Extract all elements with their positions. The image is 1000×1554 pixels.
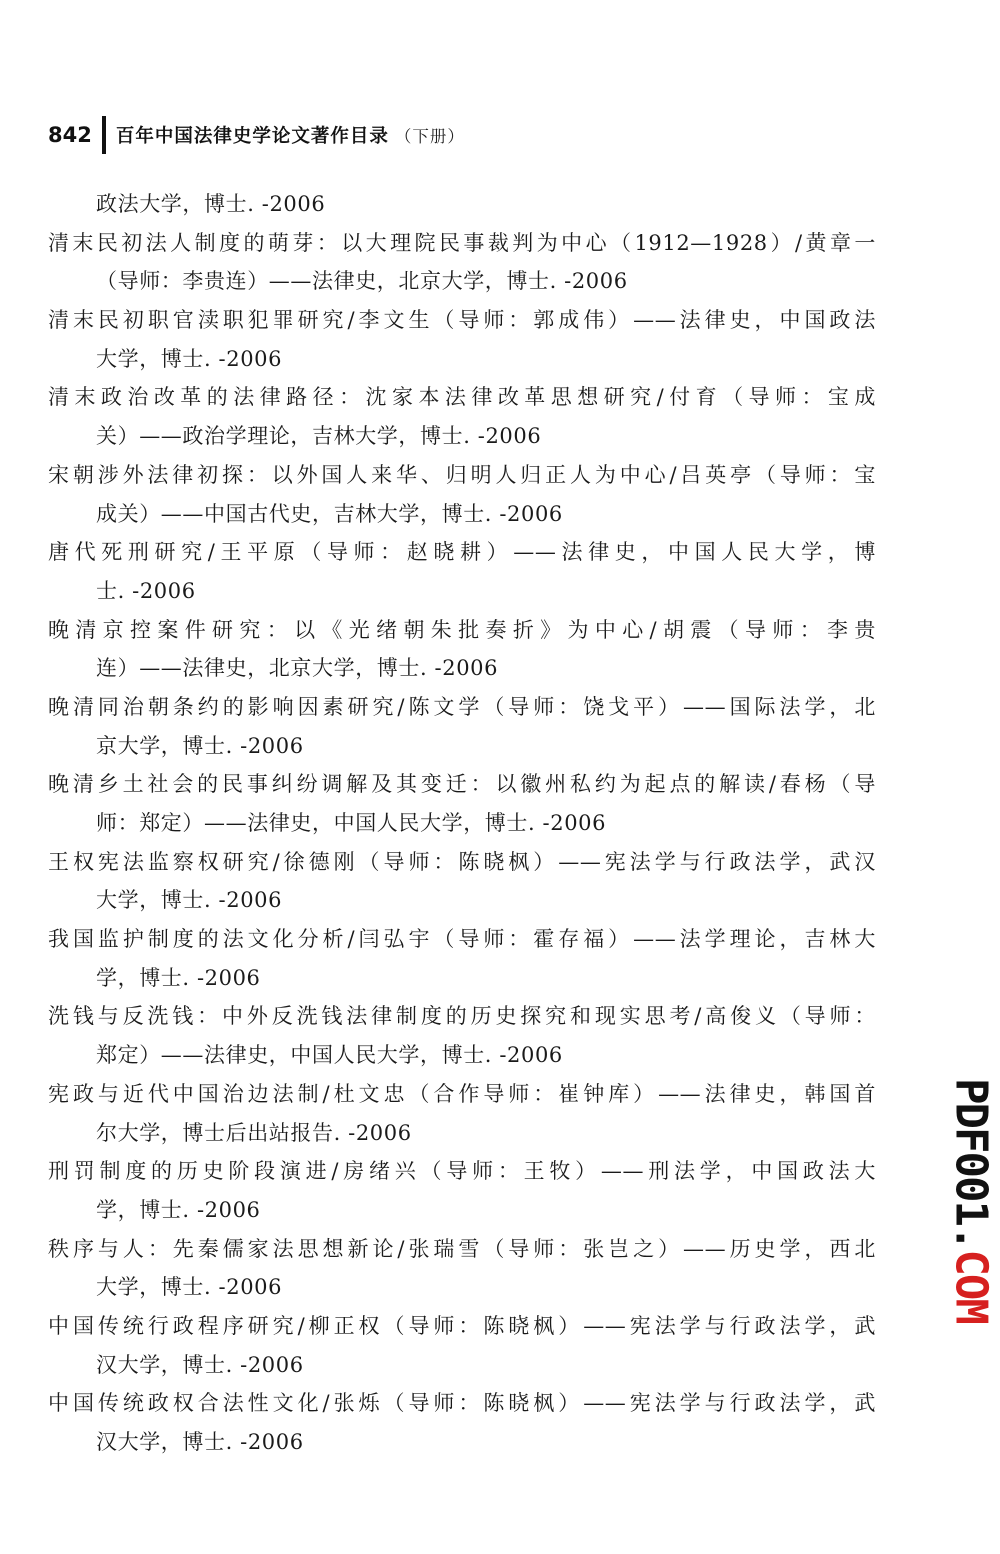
entry-continuation-line: 京大学，博士. -2006 — [96, 733, 304, 758]
entry-continuation-line: 尔大学，博士后出站报告. -2006 — [96, 1120, 412, 1145]
entry-line: 清末民初法人制度的萌芽：以大理院民事裁判为中心（1912—1928）/黄章一 — [48, 230, 876, 255]
watermark-text-domain: COM — [945, 1248, 997, 1323]
entry-line: 清末政治改革的法律路径：沈家本法律改革思想研究/付育（导师：宝成 — [48, 385, 876, 410]
entry-continuation-line: 关）——政治学理论，吉林大学，博士. -2006 — [96, 424, 542, 449]
entry-continuation-line: 郑定）——法律史，中国人民大学，博士. -2006 — [96, 1043, 563, 1068]
bibliography-entry — [48, 611, 876, 688]
bibliography-entry — [48, 224, 876, 301]
entry-line: 刑罚制度的历史阶段演进/房绪兴（导师：王牧）——刑法学，中国政法大 — [48, 1159, 876, 1184]
entry-continuation-line: 连）——法律史，北京大学，博士. -2006 — [96, 656, 499, 681]
bibliography-entry — [48, 185, 876, 224]
entry-continuation-line: 大学，博士. -2006 — [96, 1275, 283, 1300]
bibliography-entry — [48, 997, 876, 1074]
page-number: 842 — [48, 123, 92, 147]
entry-line: 宪政与近代中国治边法制/杜文忠（合作导师：崔钟库）——法律史，韩国首 — [48, 1081, 876, 1106]
entry-continuation-line: 士. -2006 — [96, 578, 196, 603]
entry-continuation-line: 政法大学，博士. -2006 — [96, 192, 326, 216]
header-divider — [102, 116, 106, 154]
bibliography-list — [48, 185, 876, 1462]
entry-continuation-line: 师：郑定）——法律史，中国人民大学，博士. -2006 — [96, 811, 607, 835]
watermark-text-main: PDF001. — [945, 1077, 997, 1249]
bibliography-entry — [48, 920, 876, 997]
entry-continuation-line: 学，博士. -2006 — [96, 1197, 261, 1222]
volume-label: （下册） — [394, 127, 465, 146]
bibliography-entry — [48, 1307, 876, 1384]
watermark — [942, 1077, 1000, 1323]
entry-continuation-line: 大学，博士. -2006 — [96, 888, 283, 913]
entry-line: 唐代死刑研究/王平原（导师：赵晓耕）——法律史，中国人民大学，博 — [48, 540, 876, 565]
entry-line: 宋朝涉外法律初探：以外国人来华、归明人归正人为中心/吕英亭（导师：宝 — [48, 462, 876, 487]
bibliography-entry — [48, 301, 876, 378]
bibliography-entry — [48, 1384, 876, 1461]
running-header — [48, 116, 465, 154]
entry-continuation-line: 汉大学，博士. -2006 — [96, 1430, 304, 1454]
bibliography-entry — [48, 1230, 876, 1307]
book-title: 百年中国法律史学论文著作目录 — [115, 126, 389, 147]
entry-line: 我国监护制度的法文化分析/闫弘宇（导师：霍存福）——法学理论，吉林大 — [48, 927, 876, 952]
bibliography-entry — [48, 456, 876, 533]
entry-continuation-line: 学，博士. -2006 — [96, 965, 261, 990]
bibliography-entry — [48, 1152, 876, 1229]
entry-line: 洗钱与反洗钱：中外反洗钱法律制度的历史探究和现实思考/高俊义（导师： — [48, 1004, 876, 1029]
entry-line: 晚清乡土社会的民事纠纷调解及其变迁：以徽州私约为起点的解读/春杨（导 — [48, 772, 876, 797]
entry-continuation-line: 大学，博士. -2006 — [96, 346, 283, 371]
entry-continuation-line: 汉大学，博士. -2006 — [96, 1352, 304, 1377]
entry-continuation-line: 成关）——中国古代史，吉林大学，博士. -2006 — [96, 501, 563, 526]
entry-continuation-line: （导师：李贵连）——法律史，北京大学，博士. -2006 — [96, 269, 628, 294]
bibliography-entry — [48, 765, 876, 842]
bibliography-entry — [48, 1075, 876, 1152]
bibliography-entry — [48, 378, 876, 455]
entry-line: 晚清京控案件研究：以《光绪朝朱批奏折》为中心/胡震（导师：李贵 — [48, 617, 876, 642]
bibliography-entry — [48, 843, 876, 920]
bibliography-entry — [48, 533, 876, 610]
entry-line: 清末民初职官渎职犯罪研究/李文生（导师：郭成伟）——法律史，中国政法 — [48, 308, 876, 333]
entry-line: 中国传统行政程序研究/柳正权（导师：陈晓枫）——宪法学与行政法学，武 — [48, 1313, 876, 1338]
entry-line: 秩序与人：先秦儒家法思想新论/张瑞雪（导师：张岂之）——历史学，西北 — [48, 1236, 876, 1261]
entry-line: 中国传统政权合法性文化/张烁（导师：陈晓枫）——宪法学与行政法学，武 — [48, 1391, 876, 1416]
entry-line: 王权宪法监察权研究/徐德刚（导师：陈晓枫）——宪法学与行政法学，武汉 — [48, 849, 876, 874]
entry-line: 晚清同治朝条约的影响因素研究/陈文学（导师：饶戈平）——国际法学，北 — [48, 694, 876, 719]
bibliography-entry — [48, 688, 876, 765]
